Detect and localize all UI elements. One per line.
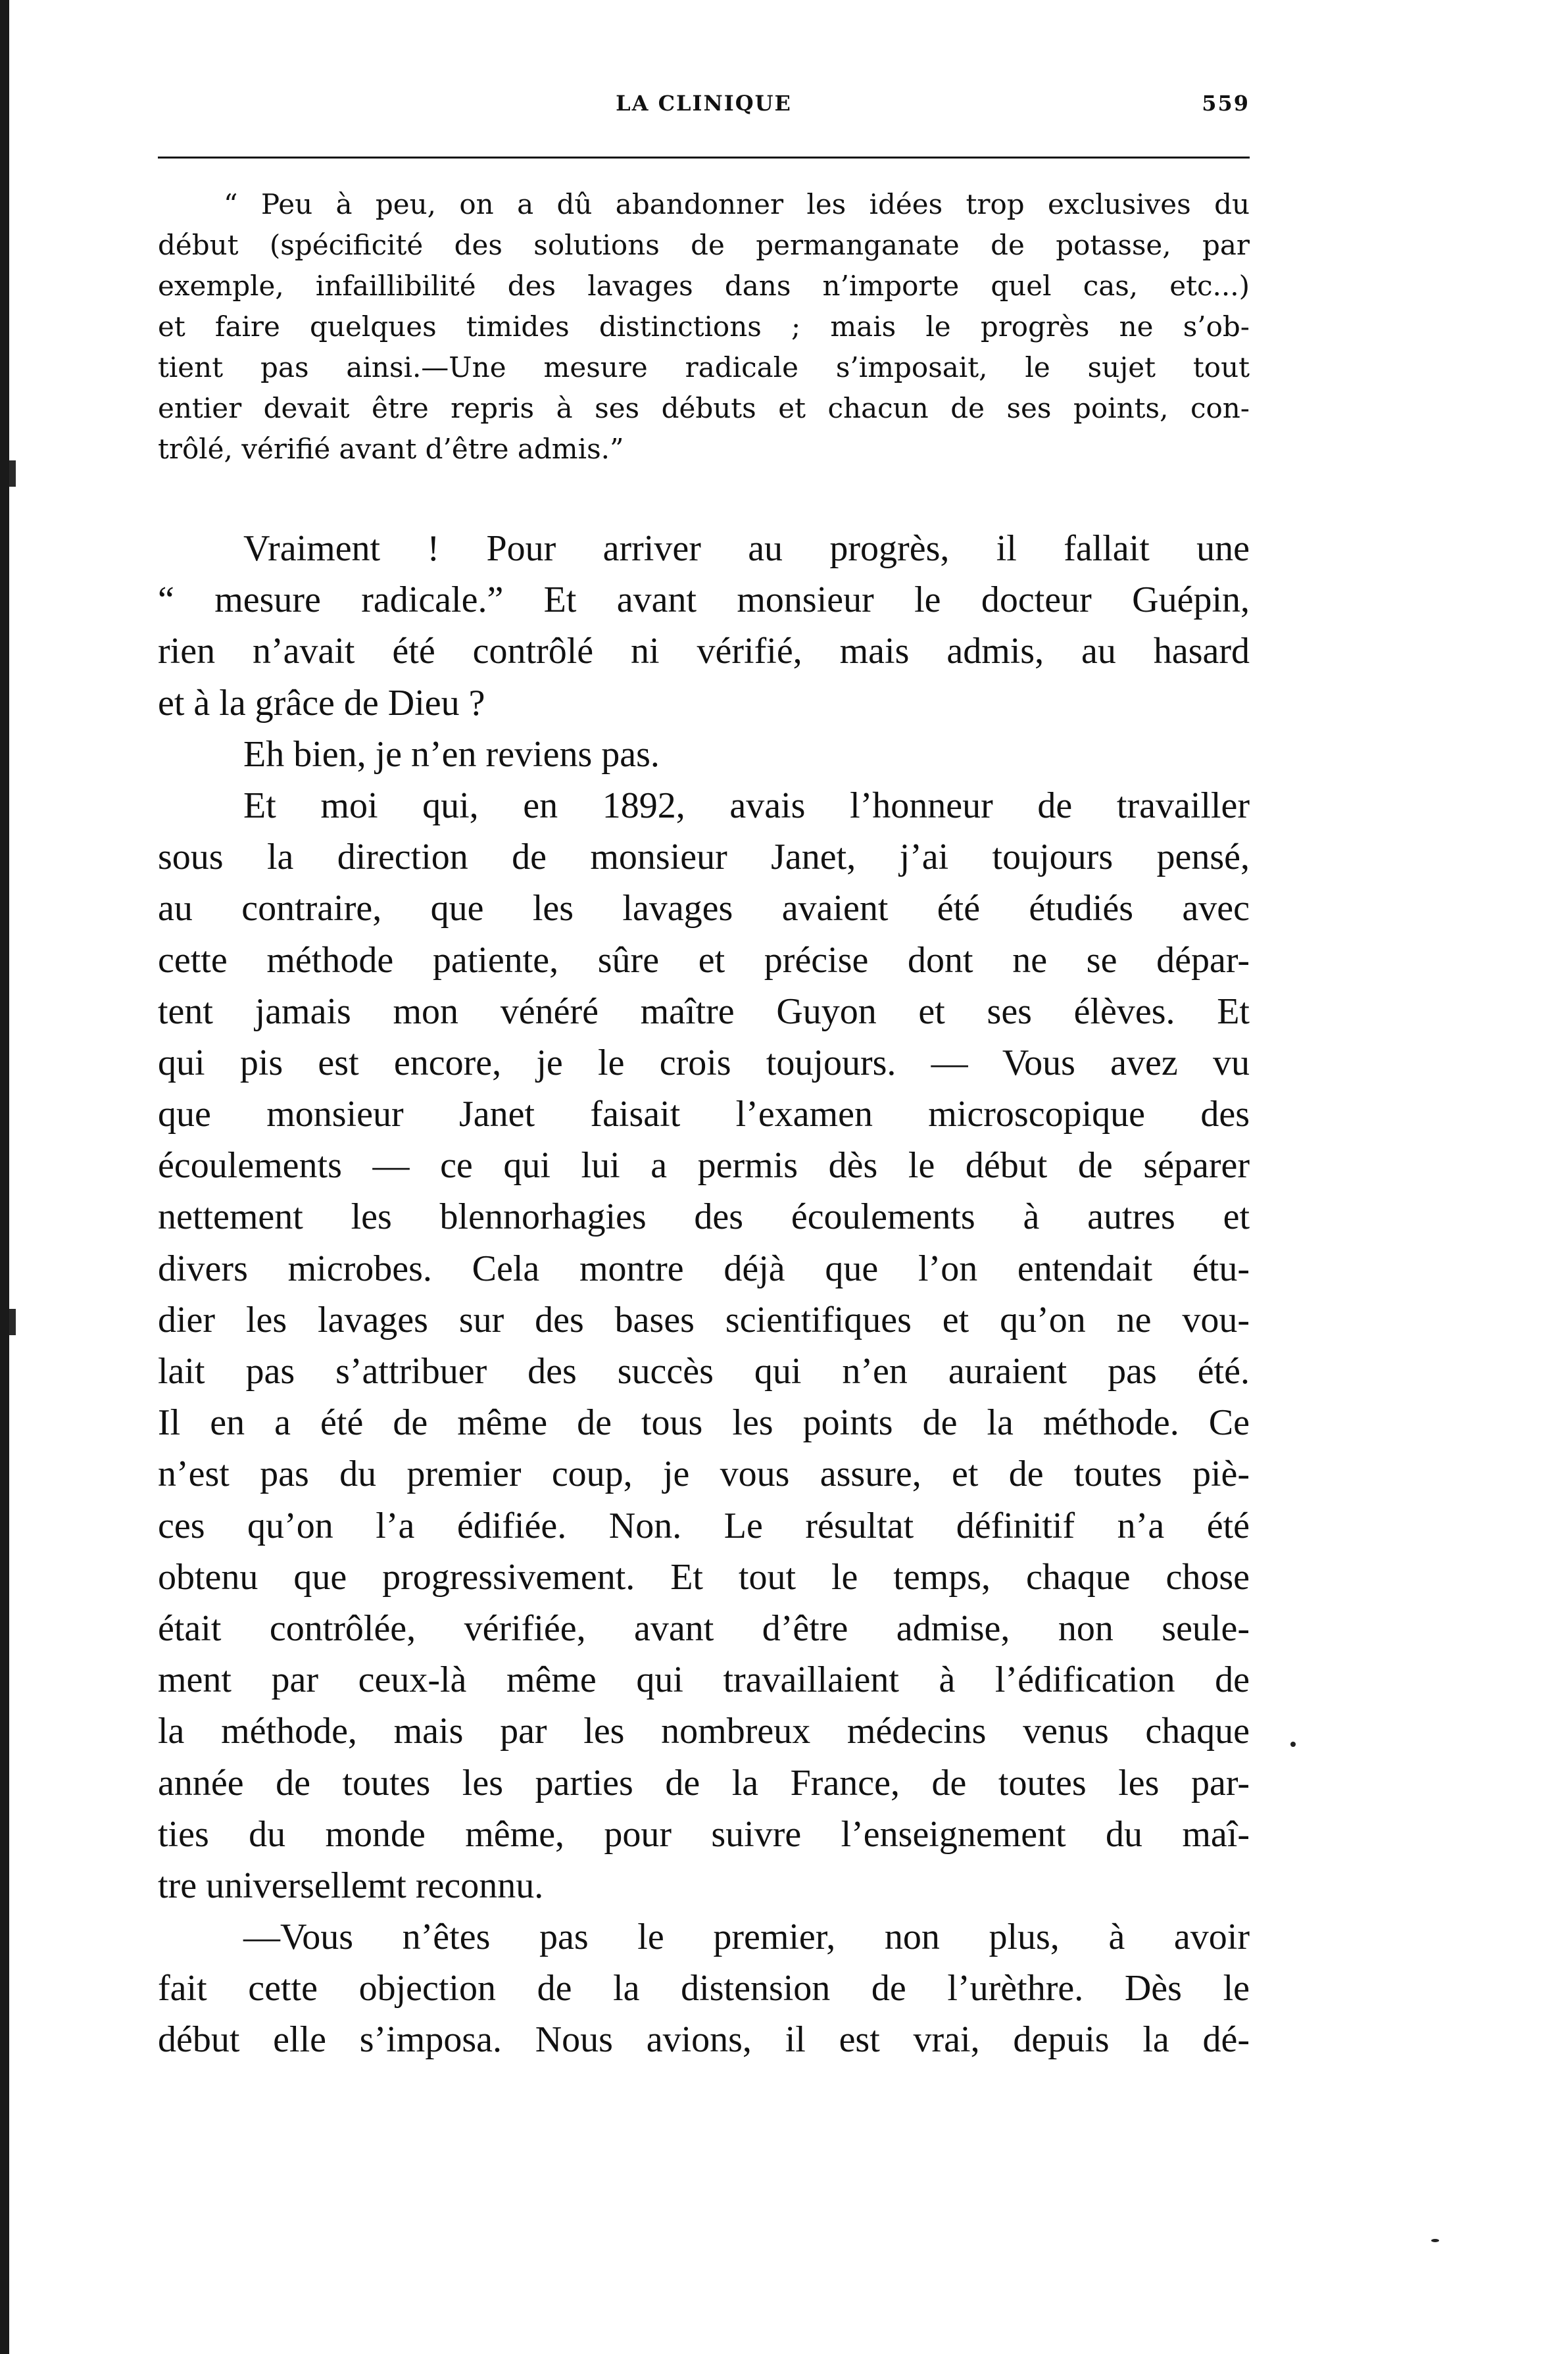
quote-line: tient pas ainsi.—Une mesure radicale s’imposait, le sujet tout: [158, 351, 1250, 383]
body-line: rien n’avait été contrôlé ni vérifié, mais admis, au hasard: [158, 631, 1250, 672]
body-line: année de toutes les parties de la France, de toutes les par-: [158, 1762, 1250, 1803]
body-line: ment par ceux-là même qui travaillaient à l’édification de: [158, 1659, 1250, 1701]
body-line: dier les lavages sur des bases scientifiques et qu’on ne vou-: [158, 1299, 1250, 1340]
quote-line: et faire quelques timides distinctions ; mais le progrès ne s’ob-: [158, 310, 1250, 343]
body-line: lait pas s’attribuer des succès qui n’en auraient pas été.: [158, 1351, 1250, 1392]
body-line: ces qu’on l’a édifiée. Non. Le résultat définitif n’a été: [158, 1505, 1250, 1546]
quoted-passage: [158, 184, 1250, 470]
page-header: [158, 91, 1250, 130]
body-line: écoulements — ce qui lui a permis dès le début de séparer: [158, 1145, 1250, 1187]
body-line: cette méthode patiente, sûre et précise dont ne se dépar-: [158, 939, 1250, 981]
body-line: Eh bien, je n’en reviens pas.: [243, 733, 660, 775]
body-line: qui pis est encore, je le crois toujours. — Vous avez vu: [158, 1042, 1250, 1083]
body-line: tre universellemt reconnu.: [158, 1865, 544, 1906]
body-line: —Vous n’êtes pas le premier, non plus, à avoir: [243, 1917, 1250, 1958]
body-line: fait cette objection de la distension de l’urèthre. Dès le: [158, 1968, 1250, 2009]
scan-speck: [1431, 2239, 1439, 2242]
scan-edge-mark: [9, 460, 16, 487]
quote-line: entier devait être repris à ses débuts et chacun de ses points, con-: [158, 392, 1250, 424]
body-line: et à la grâce de Dieu ?: [158, 682, 485, 723]
body-line: au contraire, que les lavages avaient été étudiés avec: [158, 888, 1250, 929]
body-line: n’est pas du premier coup, je vous assure, et de toutes piè-: [158, 1454, 1250, 1495]
body-line: obtenu que progressivement. Et tout le temps, chaque chose: [158, 1556, 1250, 1598]
body-line: Vraiment ! Pour arriver au progrès, il fallait une: [243, 528, 1250, 569]
body-line: Il en a été de même de tous les points de la méthode. Ce: [158, 1402, 1250, 1444]
quote-line: “ Peu à peu, on a dû abandonner les idées trop exclusives du: [224, 188, 1250, 220]
body-line: début elle s’imposa. Nous avions, il est vrai, depuis la dé-: [158, 2019, 1250, 2061]
scan-speck: [1290, 1742, 1296, 1747]
header-rule: [158, 157, 1250, 159]
body-line: tent jamais mon vénéré maître Guyon et ses élèves. Et: [158, 991, 1250, 1032]
quote-line: début (spécificité des solutions de permanganate de potasse, par: [158, 229, 1250, 261]
body-line: divers microbes. Cela montre déjà que l’on entendait étu-: [158, 1248, 1250, 1289]
body-line: la méthode, mais par les nombreux médecins venus chaque: [158, 1711, 1250, 1752]
body-line: nettement les blennorhagies des écoulements à autres et: [158, 1196, 1250, 1238]
running-title: LA CLINIQUE: [616, 91, 792, 116]
body-line: Et moi qui, en 1892, avais l’honneur de travailler: [243, 785, 1250, 826]
body-line: que monsieur Janet faisait l’examen microscopique des: [158, 1094, 1250, 1135]
scan-binding-edge: [0, 0, 9, 2354]
body-line: sous la direction de monsieur Janet, j’ai toujours pensé,: [158, 837, 1250, 878]
scan-edge-mark: [9, 1309, 16, 1335]
body-text: [158, 523, 1250, 2066]
quote-line: exemple, infaillibilité des lavages dans n’importe quel cas, etc...): [158, 270, 1250, 302]
body-line: ties du monde même, pour suivre l’enseignement du maî-: [158, 1813, 1250, 1855]
quote-line: trôlé, vérifié avant d’être admis.”: [158, 433, 624, 465]
body-line: “ mesure radicale.” Et avant monsieur le docteur Guépin,: [158, 579, 1250, 621]
body-line: était contrôlée, vérifiée, avant d’être admise, non seule-: [158, 1607, 1250, 1649]
page-number: 559: [1202, 91, 1250, 116]
